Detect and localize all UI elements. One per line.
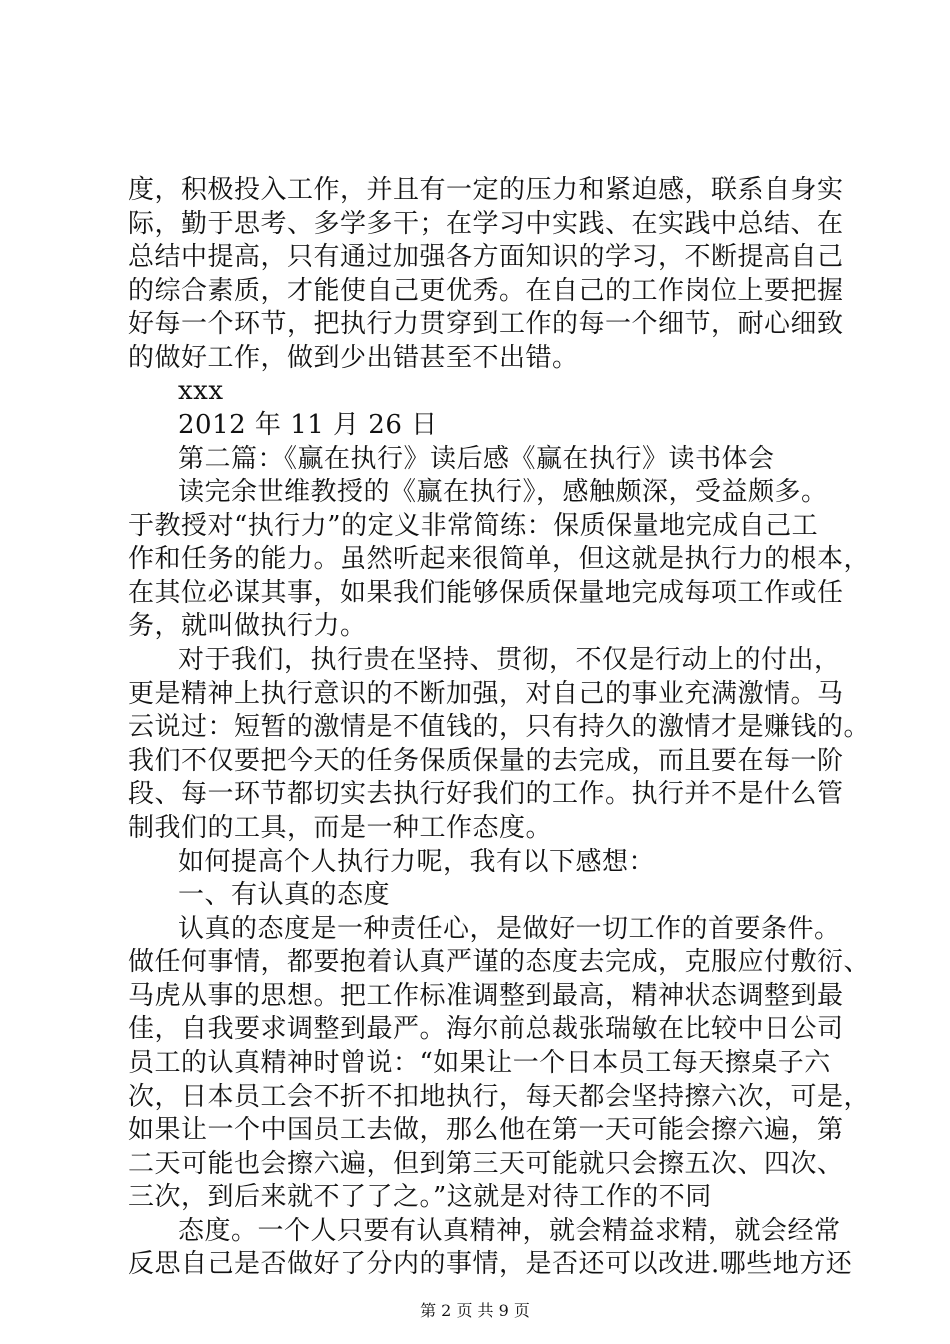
body-line: 做任何事情，都要抱着认真严谨的态度去完成，克服应付敷衍、 xyxy=(128,947,871,978)
body-line: 读完余世维教授的《赢在执行》，感触颇深，受益颇多。 xyxy=(178,477,828,508)
body-line: 作和任务的能力。虽然听起来很简单，但这就是执行力的根本， xyxy=(128,544,871,575)
date-line: 2012 年 11 月 26 日 xyxy=(178,410,438,441)
body-line: 云说过：短暂的激情是不值钱的，只有持久的激情才是赚钱的。 xyxy=(128,712,871,743)
page-footer: 第 2 页 共 9 页 xyxy=(420,1301,530,1320)
body-line: 如果让一个中国员工去做，那么他在第一天可能会擦六遍，第 xyxy=(128,1115,844,1146)
body-line: 总结中提高，只有通过加强各方面知识的学习，不断提高自己 xyxy=(128,242,844,273)
body-line: 度，积极投入工作，并且有一定的压力和紧迫感，联系自身实 xyxy=(128,175,844,205)
body-line: 马虎从事的思想。把工作标准调整到最高，精神状态调整到最 xyxy=(128,980,844,1011)
body-line: 三次，到后来就不了了之。”这就是对待工作的不同 xyxy=(128,1182,712,1213)
body-line: 制我们的工具，而是一种工作态度。 xyxy=(128,812,553,843)
body-line: 次，日本员工会不折不扣地执行，每天都会坚持擦六次，可是， xyxy=(128,1081,871,1112)
body-line: 于教授对“执行力”的定义非常简练：保质保量地完成自己工 xyxy=(128,510,819,541)
body-line: 认真的态度是一种责任心，是做好一切工作的首要条件。 xyxy=(178,913,841,944)
body-line: 我们不仅要把今天的任务保质保量的去完成，而且要在每一阶 xyxy=(128,745,844,776)
body-line: 对于我们，执行贵在坚持、贯彻，不仅是行动上的付出， xyxy=(178,645,841,676)
body-line: 的综合素质，才能使自己更优秀。在自己的工作岗位上要把握 xyxy=(128,275,844,306)
body-line: 员工的认真精神时曾说：“如果让一个日本员工每天擦桌子六 xyxy=(128,1047,831,1078)
section-heading: 第二篇：《赢在执行》读后感《赢在执行》读书体会 xyxy=(178,443,775,474)
body-line: 际，勤于思考、多学多干；在学习中实践、在实践中总结、在 xyxy=(128,208,844,239)
body-line: 更是精神上执行意识的不断加强，对自己的事业充满激情。马 xyxy=(128,678,844,709)
author-line: xxx xyxy=(178,376,224,407)
body-line: 佳，自我要求调整到最严。海尔前总裁张瑞敏在比较中日公司 xyxy=(128,1014,844,1045)
body-line: 的做好工作，做到少出错甚至不出错。 xyxy=(128,342,579,373)
body-line: 段、每一环节都切实去执行好我们的工作。执行并不是什么管 xyxy=(128,779,844,810)
body-line: 态度。一个人只要有认真精神，就会精益求精，就会经常 xyxy=(178,1215,841,1246)
body-line: 反思自己是否做好了分内的事情，是否还可以改进.哪些地方还 xyxy=(128,1249,853,1280)
subheading: 一、有认真的态度 xyxy=(178,880,391,911)
body-line: 务，就叫做执行力。 xyxy=(128,611,367,642)
body-line: 二天可能也会擦六遍，但到第三天可能就只会擦五次、四次、 xyxy=(128,1148,844,1179)
body-line: 在其位必谋其事，如果我们能够保质保量地完成每项工作或任 xyxy=(128,577,844,608)
body-line: 好每一个环节，把执行力贯穿到工作的每一个细节，耐心细致 xyxy=(128,309,844,340)
body-line: 如何提高个人执行力呢，我有以下感想： xyxy=(178,846,656,877)
